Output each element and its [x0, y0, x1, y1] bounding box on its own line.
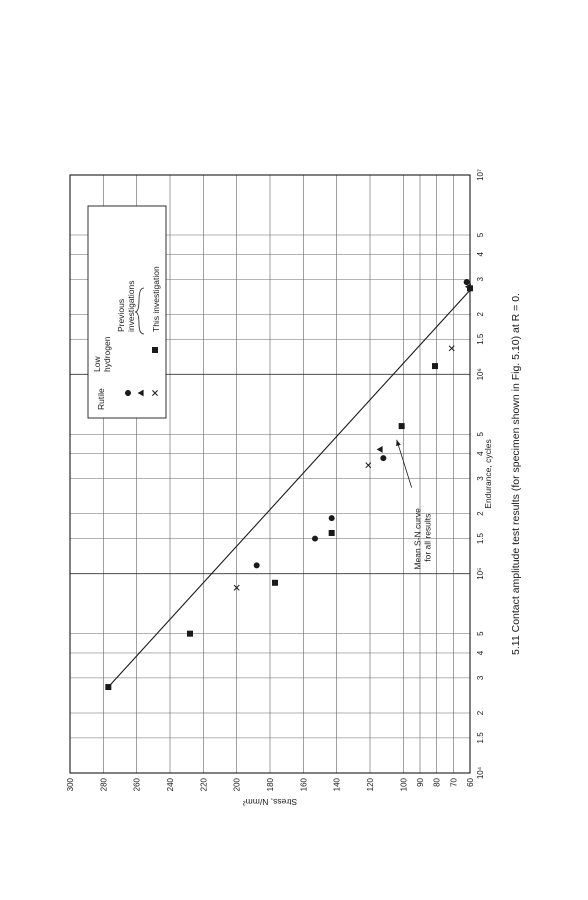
- circle-data-point: [312, 536, 318, 542]
- circle-data-point: [254, 562, 260, 568]
- circle-data-point: [380, 455, 386, 461]
- y-axis-label: Stress, N/mm²: [242, 797, 298, 807]
- stress-tick-label: 160: [299, 778, 309, 792]
- stress-tick-labels: [66, 777, 475, 791]
- stress-tick-label: 120: [366, 778, 375, 792]
- endurance-tick-label: 2: [476, 710, 485, 716]
- stress-tick-label: 240: [166, 778, 175, 792]
- legend-previous-label-line-2: investigations: [126, 280, 136, 332]
- x-axis-label: Endurance, cycles: [483, 439, 493, 509]
- mean-curve-annotation: [396, 440, 433, 570]
- legend-rutile-header: Rutile: [96, 388, 106, 410]
- endurance-tick-label: 10⁵: [476, 567, 485, 580]
- legend-rutile-previous-marker: [125, 390, 131, 396]
- mean-curve-label: [413, 506, 433, 570]
- square-data-point: [105, 684, 111, 690]
- stress-tick-label: 80: [432, 778, 442, 787]
- stress-tick-label: 180: [266, 778, 275, 792]
- endurance-tick-label: 10⁶: [476, 368, 485, 381]
- circle-data-point: [329, 515, 335, 521]
- stress-tick-label: 200: [232, 778, 242, 792]
- square-data-point: [432, 363, 438, 369]
- stress-tick-label: 100: [399, 778, 409, 792]
- square-data-point: [187, 631, 193, 637]
- legend-previous-label-line-1: Previous: [116, 298, 126, 332]
- legend-low-hydrogen-header-line-1: Low: [92, 356, 102, 372]
- endurance-tick-label: 1.5: [476, 732, 485, 744]
- endurance-tick-label: 3: [476, 476, 485, 481]
- square-data-point: [272, 580, 278, 586]
- triangle-data-point: [377, 446, 383, 453]
- legend-rutile-this-marker: [152, 347, 158, 353]
- mean-curve-label-line-1: Mean S-N curve: [412, 508, 423, 570]
- square-data-point: [329, 530, 335, 536]
- stress-tick-label: 140: [332, 778, 342, 792]
- stress-tick-label: 90: [416, 778, 425, 787]
- endurance-tick-label: 1.5: [476, 533, 485, 545]
- endurance-tick-label: 4: [476, 451, 485, 456]
- figure-caption: 5.11 Contact amplitude test results (for specimen shown in Fig. 5.10) at R = 0.: [510, 293, 522, 655]
- endurance-tick-label: 4: [476, 650, 485, 656]
- annotation-arrowhead: [396, 440, 401, 446]
- endurance-tick-label: 5: [476, 631, 485, 636]
- legend-this-label: This investigation: [151, 266, 161, 332]
- endurance-tick-label: 4: [476, 252, 485, 257]
- endurance-tick-label: 2: [476, 312, 485, 317]
- legend: [88, 206, 166, 418]
- endurance-tick-label: 10⁴: [476, 766, 485, 780]
- stress-tick-label: 300: [66, 778, 75, 792]
- circle-data-point: [464, 279, 470, 285]
- stress-tick-label: 70: [449, 778, 459, 787]
- endurance-tick-label: 3: [476, 277, 485, 282]
- square-data-point: [399, 423, 405, 429]
- stress-tick-label: 60: [466, 778, 475, 787]
- mean-curve-label-line-2: for all results: [422, 513, 433, 562]
- stress-tick-label: 280: [99, 778, 109, 792]
- endurance-tick-label: 10⁷: [476, 169, 485, 181]
- endurance-tick-label: 3: [476, 675, 485, 681]
- endurance-tick-label: 2: [476, 511, 485, 516]
- stress-tick-label: 220: [199, 778, 209, 792]
- square-data-point: [467, 285, 473, 291]
- endurance-tick-label: 5: [476, 432, 485, 437]
- legend-low-hydrogen-header-line-2: hydrogen: [102, 336, 112, 372]
- endurance-tick-label: 5: [476, 232, 485, 238]
- stress-tick-label: 260: [132, 778, 142, 792]
- endurance-tick-label: 1.5: [476, 333, 485, 345]
- annotation-arrow: [397, 440, 412, 488]
